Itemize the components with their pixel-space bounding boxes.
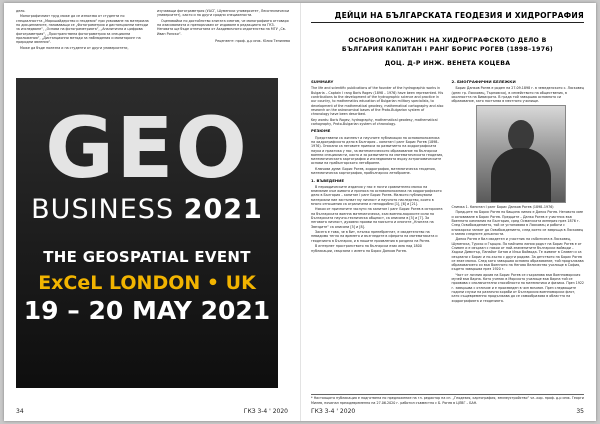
paragraph: Борис Данков Рогев е роден на 27.09.1898 г. в земеделското с. Лясковец (днес гр. Лясковец, Търновско), в семейството на общественик, в околността на Вивисрата. В града той завършва основното си образование, като постъпва в местното училище.	[451, 86, 584, 104]
article-title-line: БЪЛГАРИЯ КАПИТАН I РАНГ БОРИС РОГЕВ (1898–1976)	[341, 45, 554, 53]
article-title-line: ОСНОВОПОЛОЖНИК НА ХИДРОГРАФСКОТО ДЕЛО В	[348, 37, 547, 44]
paragraph: Засега е това, че в бит, плънко пренебрегнат, е свидетелство на невидимо тегло на времето и възгледите в сферата на математиката и геодезията в България, и в нашите проявления в раздела на Рогев.	[311, 230, 438, 243]
paragraph: Данко Рогев е бил свидетел и участник на събитията в Лясковец, Шуменска, Турско и Гърция. По майчина линия родът на Борис Рогев е от Сливен и е свързан с някои от най-знаменитите български войводи – Хаджи Димитър, Панайот Хитов и Ильо Войвода. Те живеят в Сливен и са свързани с Борис и по-късно с други родове. За детството на Борис Рогев се знае малко. След като завършва основно образование, той продължава образованието си във Военното на Негово Величество училище в София, където завършва през 1920 г.	[451, 237, 584, 272]
journal-issue-right: ГКЗ 3-4 ' 2020	[311, 408, 356, 415]
paragraph: дело.	[16, 9, 26, 13]
paragraph: изучаващи фотограметрия (УАСГ, Шуменски университет, Лесотехнически университет), както и на други сродни специалности.	[157, 9, 290, 18]
article-title	[311, 37, 584, 54]
magazine-spread	[4, 3, 596, 421]
ad-tagline: THE GEOSPATIAL EVENT	[43, 248, 251, 266]
resume-heading: РЕЗЮМЕ	[311, 128, 331, 134]
ad-geo-logo: GEO	[45, 99, 249, 197]
journal-issue-left: ГКЗ 3-4 ' 2020	[243, 408, 288, 415]
paragraph: Key words: Boris Rogev, hydrography, mathematical geodesy, mathematical cartography, Proto-Bulgarian system of chronology.	[311, 117, 438, 127]
paragraph: Представени са жизнеът и научните публикации на основоположника на хидрографското дело в България – капитан I ранг Борис Рогев (1898–1976). Описани са неговите приноси за развитието на хидрографската наука и практика у нас, за математическото образование на български военни специалисти, както и за развитието на математическата геодезия, математическата картография и изследванията върху астрономическите основи на прабългарското летоброене.	[311, 135, 444, 166]
photo-caption: Снимка 1. Капитан I ранг Борис Данков Рогев (1898–1976)	[451, 204, 554, 209]
ad-dates: 19 – 20 MAY 2021	[23, 296, 271, 325]
biography-heading: 2. БИОГРАФИЧНИ БЕЛЕЖКИ	[451, 79, 516, 85]
portrait-photo	[476, 105, 566, 203]
left-page-top-left-column	[16, 9, 149, 51]
summary-heading: SUMMARY	[311, 79, 334, 85]
paragraph: Може да бъде полезна и на студенти от други университети,	[20, 45, 129, 50]
ad-year: 2021	[183, 194, 263, 225]
left-page-top-text	[16, 9, 290, 51]
article-body	[311, 77, 584, 304]
paragraph: В периодическите издания у нас е почти сравнително малко на внимание към живота и приноса на основоположника на хидрографското дело в България – капитан I ранг Борис Рогев. Малкото публикувани материали ние застъпват му личност и научното наследство, които в много отношения са ограничени и неподробни [1], [6] и [21].	[311, 184, 442, 206]
right-page	[300, 3, 596, 421]
article-right-column	[452, 77, 585, 304]
ad-business-word: BUSINESS	[31, 194, 175, 225]
footnote: * Настоящата публикация е подготвена по предложение на гл. редактор на сп. „Геодезия, картография, землеустройство“ чл.-кор. проф. д-р инж. Георги Милев, починал преждевременно на 27.06.2020 г. работил съвместно с Б. Рогев в ЦЛВГ – БАН.	[311, 394, 584, 405]
ad-business-line	[16, 194, 278, 226]
paragraph: Част от личния архив на Борис Рогев се съхранява във Военноморския музей във Варна. Като ученик в Морското училище във Варна той се проявява с изключителни способности по математика и физика. През 1922 г. завършва с отличие и е произведен в чин мичман. През следващите години служи на различни кораби от Българския военноморски флот, като същевременно продължава да се самообразова в областта на хидрографията и геодезията.	[451, 272, 585, 303]
left-page	[4, 3, 300, 421]
paragraph: Ключови думи: Борис Рогев, хидрография, математическа геодезия, математическа картография, прабългарско летоброене.	[311, 166, 436, 176]
paragraph: Монографичният труд може да се използва от студенти по специалността „Маркшайдерство и геодезия“ при усвояване на материала по дисциплините, назоваващи се „Фотограметрия и дистанционни методи за изследване“, „Основи на фотограметрията“, „Аналитична и цифрова фотограметрия“, „Пространствена фотограметрия за специални приложения“, „Дистанционни методи за наблюдения и мониторинг на природни явления“.	[16, 14, 149, 45]
page-number-left: 34	[16, 408, 24, 415]
ad-venue: ExCeL LONDON • UK	[38, 272, 256, 294]
paragraph: The life and scientific publications of the founder of the hydrographic works in Bulgaria – Captain I rang Boris Rogev (1898 – 1976) have been represented. His contributions to the development of the hydrographic science and practice in our country, to mathematics education of Bulgarian military specialists, to development of the mathematical geodesy, mathematical cartography and also research on the astronomical bases of the Proto-Bulgarian system of chronology have been described.	[311, 86, 444, 117]
paragraph: Предците на Борис Рогев по бащина линия е Данко Рогев. Неговото име и основаване в Борис Рогев. Предците – Данко Рогев е участник във Военната кампания на България, сред Османската империя през 1876 г. След Освобождението, той се установява в Лясковец и работи с книжарски занаят до Освобождението, след което се завръща в Лясковец и заема следните длъжности.	[451, 210, 584, 236]
left-page-top-right-column	[157, 9, 290, 51]
geo-business-advertisement	[16, 78, 278, 388]
paragraph: Оценявайки по достойнство книгата смятам, че монографията отговаря на изискванията и препоръчвам от издаване в редакцията на ГКЗ. Неговата ще бъде отпечатана от Академичното издателство на МГУ „Св. Иван Рилски“.	[157, 18, 289, 36]
article-left-column	[311, 77, 444, 304]
page-number-right: 35	[576, 408, 584, 415]
paragraph: В интернет пространството на български език има над 1800 публикации, свързани с името на Борис Данков Рогев.	[311, 244, 422, 253]
reviewer-signature: Рецензент: проф. д-р инж. Юлия Тепилева	[215, 38, 290, 43]
article-author: ДОЦ. Д-Р ИНЖ. ВЕНЕТА КОЦЕВА	[384, 60, 511, 68]
section-header: ДЕЙЦИ НА БЪЛГАРСКАТА ГЕОДЕЗИЯ И ХИДРОГРАФИЯ	[311, 9, 584, 23]
paragraph: Някои от признатите заслуги на капитан I ранг Борис Рогев в историята на българската военна математическа, към военно-морските сили на Българската научно-техническа общност, са описани в [5] и [7]. За неговата личност, духовни прояви на мисълта и книгите „Книгата на Звездите“ са описани [5] и [8].	[311, 207, 443, 229]
introduction-heading: 1. ВЪВЕДЕНИЕ	[311, 177, 345, 183]
